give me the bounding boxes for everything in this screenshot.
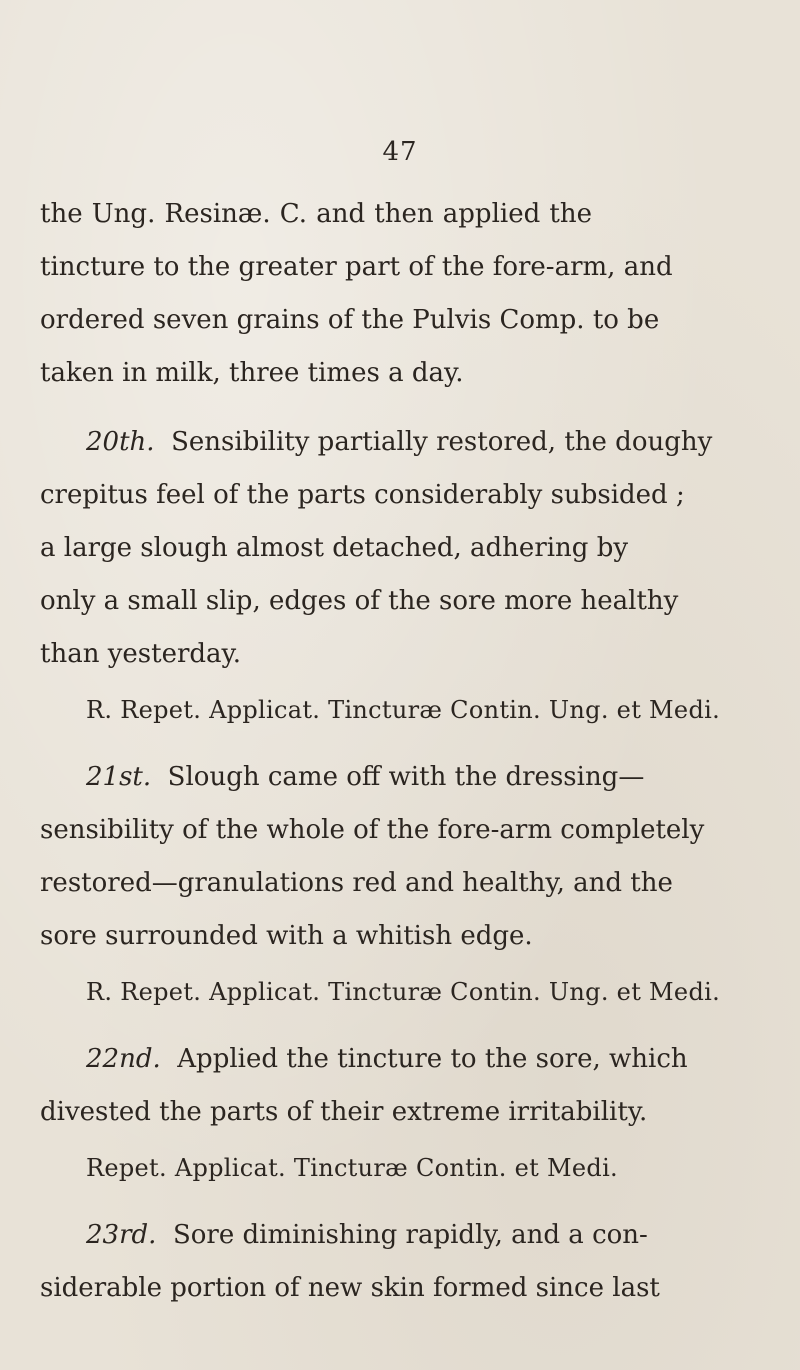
entry-text: Slough came off with the dressing— <box>167 762 645 792</box>
text-line: ordered seven grains of the Pulvis Comp. to be <box>40 305 660 335</box>
entry-text: Sore diminishing rapidly, and a con- <box>172 1220 648 1250</box>
text-line: divested the parts of their extreme irritability. <box>40 1097 648 1127</box>
text-line: sensibility of the whole of the fore-arm completely <box>40 815 705 845</box>
entry-first-line <box>86 761 645 793</box>
entry-date: 22nd. <box>86 1044 161 1074</box>
prescription-line: Repet. Applicat. Tincturæ Contin. et Medi. <box>86 1154 618 1182</box>
entry-date: 21st. <box>86 762 152 792</box>
entry-date: 20th. <box>86 427 155 457</box>
entry-text: Sensibility partially restored, the doughy <box>171 427 713 457</box>
entry-first-line <box>86 1219 648 1251</box>
entry-first-line <box>86 426 713 458</box>
text-line: restored—granulations red and healthy, and the <box>40 868 673 898</box>
page-number: 47 <box>382 137 418 167</box>
entry-first-line <box>86 1043 688 1075</box>
entry-date: 23rd. <box>86 1220 157 1250</box>
text-line: sore surrounded with a whitish edge. <box>40 921 533 951</box>
prescription-line: R. Repet. Applicat. Tincturæ Contin. Ung. et Medi. <box>86 978 721 1006</box>
text-line: taken in milk, three times a day. <box>40 358 464 388</box>
entry-text: Applied the tincture to the sore, which <box>177 1044 688 1074</box>
text-line: than yesterday. <box>40 639 242 669</box>
text-line: the Ung. Resinæ. C. and then applied the <box>40 199 592 229</box>
text-line: crepitus feel of the parts considerably subsided ; <box>40 480 685 510</box>
prescription-line: R. Repet. Applicat. Tincturæ Contin. Ung. et Medi. <box>86 696 721 724</box>
text-line: siderable portion of new skin formed since last <box>40 1273 660 1303</box>
text-line: only a small slip, edges of the sore more healthy <box>40 586 679 616</box>
text-line: tincture to the greater part of the fore-arm, and <box>40 252 673 282</box>
text-line: a large slough almost detached, adhering by <box>40 533 629 563</box>
